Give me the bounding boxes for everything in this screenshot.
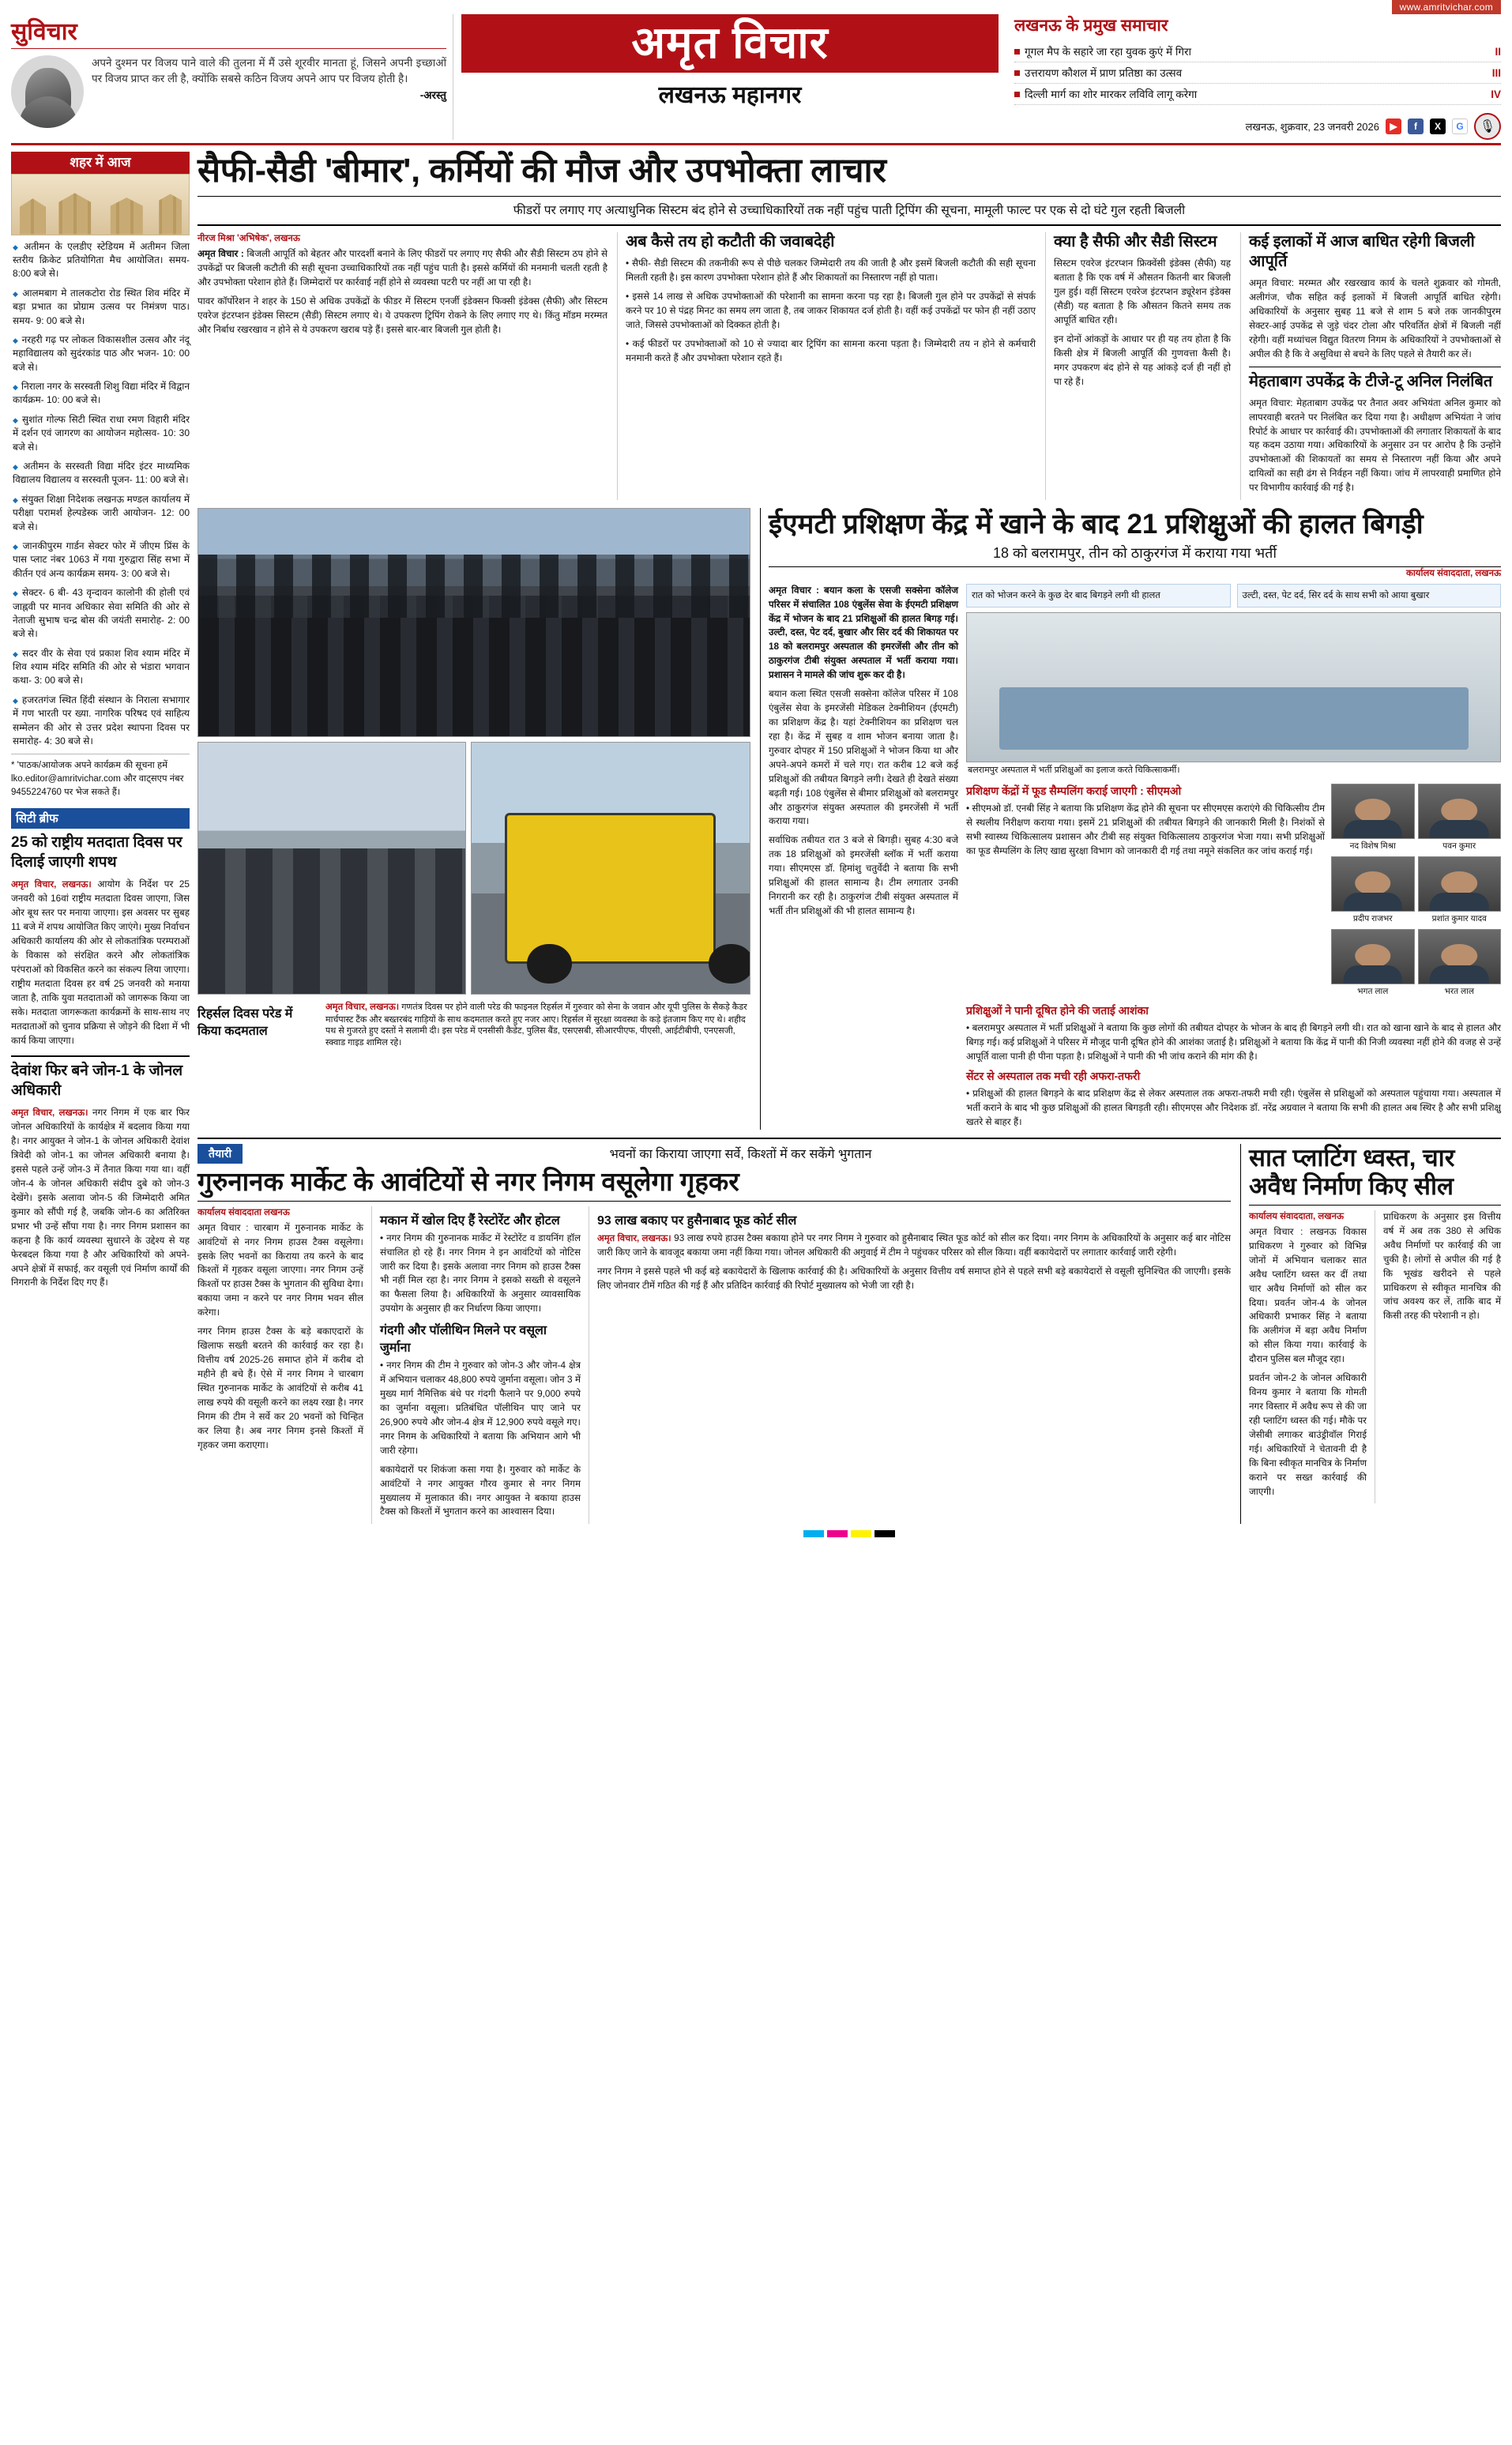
- square-bullet-icon: [1014, 70, 1020, 76]
- top-bar: [11, 0, 1501, 14]
- bottom-col2-p3: बकायेदारों पर शिकंजा कसा गया है। गुरुवार को मार्केट के आवंटियों ने नगर आयुक्त गौरव कुमार से नगर निगम मुख्यालय में मुलाकात की। नगर आयुक्त ने बकाया हाउस टैक्स को किश्तों में भुगतान करने का आश्वासन दिया।: [380, 1463, 581, 1518]
- col2-para-2: • इससे 14 लाख से अधिक उपभोक्ताओं की परेशानी का सामना करना पड़ रहा है। बिजली गुल होने पर उपकेंद्रों से संपर्क करने पर 10 से पंद्रह मिनट का समय लग जाता है, तब जाकर शिकायत दर्ज होती है। वहीं कई उपकेंद्रों पर फोन ही नहीं उठाए जाते, जिससे उपभोक्ताओं को दिक्कत होती है।: [626, 290, 1036, 330]
- bottom-headline: गुरुनानक मार्केट के आवंटियों से नगर निगम वसूलेगा गृहकर: [197, 1164, 1231, 1202]
- quote-author: -अरस्तु: [419, 88, 446, 101]
- list-item: ◆ अतीमन के सरस्वती विद्या मंदिर इंटर माध्यमिक विद्यालय विद्यालय व सरस्वती पूजन- 11: 00 बजे से।: [11, 460, 190, 487]
- lead-col-1: [197, 232, 607, 500]
- page-number: II: [1495, 45, 1501, 58]
- person-name: भरत लाल: [1444, 987, 1475, 997]
- city-today-tag: शहर में आज: [11, 152, 190, 174]
- square-bullet-icon: [1014, 92, 1020, 97]
- list-item: ◆ आलमबाग मे तालकटोरा रोड स्थित शिव मंदिर में बड़ा प्रभात का प्रोग्राम उत्सव पर निमंत्रण पाठ। समय- 9: 00 बजे से।: [11, 287, 190, 328]
- thumb-grid: [1331, 784, 1501, 999]
- facebook-icon[interactable]: f: [1408, 118, 1424, 134]
- col3-para-1: सिस्टम एवरेज इंटरप्शन फ्रिक्वेंसी इंडेक्स (सैफी) यह बताता है कि एक वर्ष में औसतन कितनी बार बिजली गुल हुई। वहीं सिस्टम एवरेज इंटरप्शन ड्यूरेशन इंडेक्स (सैडी) यह बताता है कि औसतन कितने समय तक आपूर्ति बाधित रही।: [1054, 258, 1231, 325]
- list-item: ◆ जानकीपुरम गार्डन सेक्टर फोर में जीएम प्रिंस के पास प्लाट नंबर 1063 में गया गुरुद्वारा सिंह सभा में कीर्तन एवं अन्य कार्यक्रम समय- 3: 00 बजे से।: [11, 540, 190, 581]
- emt-headline: ईएमटी प्रशिक्षण केंद्र में खाने के बाद 21 प्रशिक्षुओं की हालत बिगड़ी: [769, 509, 1424, 540]
- parade-caption-head-wrap: [197, 999, 316, 1051]
- philosopher-portrait: [11, 55, 84, 128]
- cmyk-registration-marks: [197, 1530, 1501, 1537]
- byline: नीरज मिश्रा 'अभिषेक', लखनऊ: [197, 234, 300, 244]
- google-icon[interactable]: G: [1452, 118, 1468, 134]
- lda-p3: प्राधिकरण के अनुसार इस वित्तीय वर्ष में अब तक 380 से अधिक अवैध निर्माणों पर कार्रवाई की जा चुकी है। लोगों से अपील की गई है कि भूखंड खरीदने से पहले प्राधिकरण से स्वीकृत मानचित्र की जांच अवश्य कर लें, ताकि बाद में किसी तरह की परेशानी न हो।: [1383, 1210, 1501, 1322]
- person-name: प्रदीप राजभर: [1352, 914, 1393, 924]
- person-photo: [1331, 784, 1415, 839]
- city-brief-tag: सिटी ब्रीफ: [11, 808, 190, 829]
- brief-text: नगर निगम में एक बार फिर जोनल अधिकारियों के कार्यक्षेत्र में बदलाव किया गया है। नगर आयुक्त ने जोन-1 के जोनल अधिकारी देवांश त्रिवेदी को जोन-1 का जोनल अधिकारी बनाया है। इससे पहले उन्हें जोन-3 में तैनात किया गया था। वहीं जोन-4 के जोनल अधिकारी संदीप दुबे को जोन-3 देखेंगे। इसके अलावा जोन-5 की जिम्मेदारी अमित कुमार को सौंपी गई है, जबकि जोन-6 का अतिरिक्त प्रभार भी उन्हें सौंपा गया है। नगर निगम प्रशासन का कहना है कि कार्य व्यवस्था सुधारने के उद्देश्य से यह फेरबदल किया गया है और अधिकारियों को अपने-अपने क्षेत्रों में सफाई, कर वसूली एवं निर्माण कार्यों की निगरानी के निर्देश दिए गए हैं।: [11, 1106, 190, 1288]
- city-landmark-photo: [11, 174, 190, 235]
- person-photo: [1418, 929, 1502, 984]
- person-name: भगत लाल: [1357, 987, 1389, 997]
- bottom-col-3: [589, 1206, 1231, 1525]
- emt-col-2: [966, 584, 1501, 1130]
- caption-text: गणतंत्र दिवस पर होने वाली परेड की फाइनल रिहर्सल में गुरुवार को सेना के जवान और यूपी पुलिस के सैकड़े कैडर मार्चपास्ट टैंक और बख्तरबंद गाड़ियों के साथ कदमताल करते हुए नजर आए। रिहर्सल में सुरक्षा व्यवस्था के कड़े इंतजाम किए गए थे। शहीद पथ से गुजरते हुए दस्तों ने सलामी दी। इस परेड में एनसीसी कैडेट, पुलिस बैंड, एसएसबी, सीआरपीएफ, पीएसी, आईटीबीपी, एनएसजी, स्क्वाड गाइड शामिल रहे।: [325, 1002, 747, 1048]
- bottom-sub-1: मकान में खोल दिए हैं रेस्टोरेंट और होटल: [380, 1213, 560, 1228]
- emt-subhead: 18 को बलरामपुर, तीन को ठाकुरगंज में कराया गया भर्ती: [769, 540, 1501, 566]
- byline: कार्यालय संवाददाता, लखनऊ: [1249, 1211, 1344, 1221]
- list-item: ◆ अतीमन के एलडीए स्टेडियम में अतीमन जिला स्तरीय क्रिकेट प्रतियोगिता मैच आयोजित। समय- 8:00 बजे से।: [11, 240, 190, 281]
- headline-text: गूगल मैप के सहारे जा रहा युवक कुएं में गिरा: [1025, 46, 1191, 58]
- suvichar-label: सुविचार: [11, 14, 446, 49]
- headline-text: उत्तरायण कौशल में प्राण प्रतिष्ठा का उत्सव: [1025, 67, 1183, 79]
- divider: [197, 1138, 1501, 1139]
- square-bullet-icon: [1014, 49, 1020, 55]
- col2-para-1: • सैफी- सैडी सिस्टम की तकनीकी रूप से पीछे चलकर जिम्मेदारी तय की जाती है और इसमें बिजली कटौती की सही सूचना मिलती रहती है। इस कारण उपभोक्ता परेशान होते हैं और शिकायतों का निस्तारण नहीं हो पाता।: [626, 258, 1036, 284]
- lda-headline: सात प्लाटिंग ध्वस्त, चार अवैध निर्माण किए सील: [1249, 1144, 1501, 1206]
- col3-para-2: इन दोनों आंकड़ों के आधार पर ही यह तय होता है कि किसी क्षेत्र में बिजली आपूर्ति की गुणवत्ता कैसी है। मगर उपकरण बंद होने से यह आंकड़े दर्ज ही नहीं हो पा रहे हैं।: [1054, 333, 1231, 387]
- youtube-icon[interactable]: ▶: [1386, 118, 1401, 134]
- list-item: ◆ हजरतगंज स्थित हिंदी संस्थान के निराला सभागार में गण भारती पर ख्या. नागरिक परिषद एवं साहित्य सम्मेलन की ओर से उत्तर प्रदेश स्थापना दिवस पर समारोह- 4: 30 बजे से।: [11, 694, 190, 749]
- emt-byline: कार्यालय संवाददाता, लखनऊ: [1406, 568, 1501, 578]
- subhead-power-cut-areas: कई इलाकों में आज बाधित रहेगी बिजली आपूर्ति: [1249, 233, 1475, 271]
- food-court-head: 93 लाख बकाए पर हुसैनाबाद फूड कोर्ट सील: [597, 1213, 797, 1228]
- x-icon[interactable]: X: [1430, 118, 1446, 134]
- content-grid: [11, 152, 1501, 1537]
- emt-note-right: उल्टी, दस्त, पेट दर्द, सिर दर्द के साथ सभी को आया बुखार: [1237, 584, 1502, 608]
- police-parade-photo: [197, 508, 750, 737]
- lda-lead: अमृत विचार : लखनऊ विकास प्राधिकरण ने गुरुवार को विभिन्न जोनों में अभियान चलाकर सात अवैध प्लाटिंग ध्वस्त कर दीं तथा चार अवैध निर्माणों को सील कर दिया। प्रवर्तन जोन-4 के जोनल अधिकारी प्रभाकर सिंह ने बताया कि अलीगंज में बड़ा अवैध निर्माण को सील किया गया। कार्रवाई के दौरान पुलिस बल मौजूद रहा।: [1249, 1225, 1367, 1365]
- bottom-lead: अमृत विचार : चारबाग में गुरुनानक मार्केट के आवंटियों से नगर निगम हाउस टैक्स वसूलेगा। इसके लिए भवनों का किराया तय करने के बाद किश्तों में गृहकर वसूला जाएगा। नगर निगम उन्हें किश्तों पर हाउस टैक्स के भुगतान की सुविधा देगा। बकाया जमा न करने पर नगर निगम भवन सील करेगा।: [197, 1221, 363, 1318]
- top-headlines-title: लखनऊ के प्रमुख समाचार: [1014, 17, 1168, 35]
- lead-headline: सैफी-सैडी 'बीमार', कर्मियों की मौज और उपभोक्ता लाचार: [197, 152, 1501, 197]
- lead-col-3: [1045, 232, 1231, 500]
- paper-edition: लखनऊ महानगर: [658, 82, 802, 109]
- emt-box3-text: • प्रशिक्षुओं की हालत बिगड़ने के बाद प्रशिक्षण केंद्र से लेकर अस्पताल तक अफरा-तफरी मची रही। एंबुलेंस से प्रशिक्षुओं को अस्पताल पहुंचाया गया। अस्पताल में भर्ती कराने के बाद भी कुछ प्रशिक्षुओं की हालत बिगड़ती रही। सीएमएस और निदेशक डॉ. नरेंद्र अग्रवाल ने बताया कि सभी की हालत अब स्थिर है और सभी प्रशिक्षु खतरे से बाहर हैं।: [966, 1087, 1501, 1127]
- hospital-photo-caption: बलरामपुर अस्पताल में भर्ती प्रशिक्षुओं का इलाज करते चिकित्साकर्मी।: [968, 765, 1180, 776]
- photo-and-emt-row: [197, 508, 1501, 1130]
- lead-col-4: [1240, 232, 1501, 500]
- lead-body-columns: [197, 232, 1501, 500]
- lead-para-1: बिजली आपूर्ति को बेहतर और पारदर्शी बनाने के लिए फीडरों पर लगाए गए सैफी और सैडी सिस्टम ठप होने से उपकेंद्रों पर बिजली कटौती की सही सूचना उच्चाधिकारियों तक नहीं पहुंच पाती है। इससे कर्मियों की मनमानी चलती रहती है और उपभोक्ता परेशान होते हैं। जिम्मेदारों पर कार्रवाई नहीं होने से व्यवस्था पटरी पर नहीं आ पा रही है।: [197, 248, 607, 288]
- left-rail: [11, 152, 190, 1537]
- divider: [11, 1055, 190, 1057]
- emt-box1-head: प्रशिक्षण केंद्रों में फूड सैम्पलिंग कराई जाएगी : सीएमओ: [966, 784, 1182, 798]
- subhead-what-is-saifi: क्या है सैफी और सैडी सिस्टम: [1054, 233, 1217, 251]
- emt-box2-text: • बलरामपुर अस्पताल में भर्ती प्रशिक्षुओं ने बताया कि कुछ लोगों की तबीयत दोपहर के भोजन के बाद ही बिगड़ने लगी थी। रात को खाना खाने के बाद से हालत और बिगड़ गई। कई प्रशिक्षुओं ने परिसर में मौजूद पानी दूषित होने की आशंका जताई है। प्रशिक्षुओं ने बताया कि केंद्र में पानी की निजी व्यवस्था नहीं होने की वजह से उन्हें आपूर्ति वाला पानी ही पीना पड़ता है। प्रशिक्षुओं ने पानी की भी जांच कराने की मांग की है।: [966, 1022, 1501, 1063]
- paper-title: अमृत विचार: [461, 14, 999, 73]
- bottom-col-2: [371, 1206, 581, 1525]
- main-column: [197, 152, 1501, 1537]
- dateline-row: [1014, 113, 1501, 140]
- lda-story: [1240, 1144, 1501, 1525]
- quote-text: [92, 55, 446, 128]
- person-photo: [1418, 856, 1502, 912]
- subhead-je-suspended: मेहताबाग उपकेंद्र के टीजे-टू अनिल निलंबित: [1249, 367, 1501, 392]
- byline: अमृत विचार, लखनऊ।: [597, 1233, 671, 1243]
- person-photo: [1331, 856, 1415, 912]
- microphone-icon[interactable]: [1474, 113, 1501, 140]
- bottom-col-1: [197, 1206, 363, 1525]
- emt-box-3: [966, 1069, 1501, 1130]
- emt-box2-head: प्रशिक्षुओं ने पानी दूषित होने की जताई आशंका: [966, 1004, 1149, 1017]
- brief-body-2: [11, 1106, 190, 1291]
- top-headlines-block: [1006, 14, 1501, 140]
- brief-body-1: [11, 878, 190, 1048]
- list-item: ◆ नरहरी गढ़ पर लोकल विकासशील उत्सव और नंदू महाविद्यालय को सुदंरकांड पाठ और भजन- 10: 00 बजे से।: [11, 333, 190, 374]
- bottom-col2-p1: • नगर निगम की गुरुनानक मार्केट में रेस्टोरेंट व डायनिंग हॉल संचालित हो रहे हैं। नगर निगम ने इन आवंटियों को नोटिस जारी कर दिया है। इसके अलावा नगर निगम को हाउस टैक्स भी नहीं मिल रहा है। नगर निगम ने इसको सख्ती से वसूलने का फैसला लिया है। अधिकारियों के अनुसार व्यावसायिक उपयोग के अनुसार ही कर निर्धारण किया जाएगा।: [380, 1232, 581, 1315]
- emt-para-3: सर्वाधिक तबीयत रात 3 बजे से बिगड़ी। सुबह 4:30 बजे तक 18 प्रशिक्षुओं को इमरजेंसी ब्लॉक में भर्ती कराया गया। सीएमएस डॉ. हिमांशु चतुर्वेदी ने बताया कि सभी प्रशिक्षुओं की हालत सामान्य है। टीम लगातार उनकी निगरानी कर रही है। ठाकुरगंज टीबी संयुक्त अस्पताल में भर्ती तीन प्रशिक्षुओं की भी हालत सामान्य है।: [769, 834, 958, 916]
- bottom-sub-2: गंदगी और पॉलीथिन मिलने पर वसूला जुर्माना: [380, 1324, 547, 1356]
- list-item: ◆ संयुक्त शिक्षा निदेशक लखनऊ मण्डल कार्यालय में परीक्षा परामर्श हेल्पडेस्क जारी आयोजन- 12: 00 बजे से।: [11, 493, 190, 534]
- byline: कार्यालय संवाददाता लखनऊ: [197, 1207, 290, 1217]
- byline: अमृत विचार, लखनऊ।: [11, 1108, 88, 1118]
- photo-stack: [197, 508, 750, 1130]
- women-police-bikes-photo: [197, 742, 466, 995]
- logo-block: [453, 14, 1006, 140]
- hospital-photo: [966, 612, 1501, 762]
- list-item: ◆ निराला नगर के सरस्वती शिशु विद्या मंदिर में विद्वान कार्यक्रम- 10: 00 बजे से।: [11, 380, 190, 408]
- subhead-accountability: अब कैसे तय हो कटौती की जवाबदेही: [626, 233, 835, 251]
- food-court-p1: 93 लाख रुपये हाउस टैक्स बकाया होने पर नगर निगम ने गुरुवार को हुसैनाबाद स्थित फूड कोर्ट को सील कर दिया। नगर निगम के अधिकारियों के अनुसार कई बार नोटिस जारी किए जाने के बावजूद बकाया जमा नहीं किया गया। जोनल अधिकारी की अगुवाई में टीम ने पहुंचकर परिसर को सील किया। वहीं बकायेदारों पर लगातार कार्रवाई जारी रहेगी।: [597, 1232, 1231, 1258]
- list-item: ◆ सुशांत गोल्फ सिटी स्थित राधा रमण विहारी मंदिर में दर्शन एवं जागरण का आयोजन महोत्सव- 10: 30 बजे से।: [11, 413, 190, 454]
- byline: अमृत विचार, लखनऊ।: [325, 1002, 400, 1013]
- list-item[interactable]: [1014, 41, 1501, 62]
- website-url[interactable]: www.amritvichar.com: [1392, 0, 1501, 14]
- col2-para-3: • कई फीडरों पर उपभोक्ताओं को 10 से ज्यादा बार ट्रिपिंग का सामना करना पड़ता है। जिम्मेदारी तय न होने से कर्मचारी मनमानी करते हैं और उपभोक्ता परेशान रहते हैं।: [626, 337, 1036, 363]
- suvichar-block: [11, 14, 453, 140]
- list-item: ◆ सदर वीर के सेवा एवं प्रकाश शिव श्याम मंदिर में शिव श्याम मंदिर समिति की ओर से भंडारा भगवान कथा- 3: 00 बजे से।: [11, 647, 190, 688]
- food-court-p2: नगर निगम ने इससे पहले भी कई बड़े बकायेदारों के खिलाफ कार्रवाई की है। अधिकारियों के अनुसार वित्तीय वर्ष समाप्त होने से पहले सभी बड़े बकायेदारों से वसूली सुनिश्चित की जाएगी। इसके लिए जोनवार टीमें गठित की गई हैं और प्रतिदिन कार्रवाई की रिपोर्ट मुख्यालय को भेजी जा रही है।: [597, 1266, 1231, 1291]
- preparation-tag: तैयारी: [197, 1144, 243, 1164]
- lead-kicker: फीडरों पर लगाए गए अत्याधुनिक सिस्टम बंद होने से उच्चाधिकारियों तक नहीं पहुंच पाती ट्रिपिंग की सूचना, मामूली फाल्ट पर एक से दो घंटे गुल रहती बिजली: [197, 197, 1501, 226]
- reader-note: * 'पाठक/आयोजक अपने कार्यक्रम की सूचना हमें lko.editor@amritvichar.com और वाट्सएप नंबर 9455224760 पर भेज सकते हैं।: [11, 754, 190, 799]
- brief-headline-2: देवांश फिर बने जोन-1 के जोनल अधिकारी: [11, 1063, 183, 1100]
- jeep-salute-photo: [471, 742, 750, 995]
- emt-para-2: बयान कला स्थित एसजी सक्सेना कॉलेज परिसर में 108 एंबुलेंस सेवा के इमरजेंसी मेडिकल टेक्नीशियन (ईएमटी) का प्रशिक्षण केंद्र है। यहां टेक्नीशियन का प्रशिक्षण चल रहा है। केंद्र में सुबह व शाम भोजन बनाया जाता है। गुरुवार दोपहर में 150 प्रशिक्षुओं ने भोजन किया था और अपने-अपने कमरों में चले गए। रात करीब 12 बजे कई प्रशिक्षुओं की तबीयत बिगड़ने लगी। देखते ही देखते संख्या बढ़ती गई। 108 एंबुलेंस से बीमार प्रशिक्षुओं को बलरामपुर और ठाकुरगंज संयुक्त अस्पताल की इमरजेंसी में भर्ती कराया गया।: [769, 688, 958, 827]
- person-name: पवन कुमार: [1442, 841, 1476, 852]
- city-events-list: [11, 235, 190, 749]
- bottom-para-2: नगर निगम हाउस टैक्स के बड़े बकाएदारों के खिलाफ सख्ती बरतने की कार्रवाई कर रहा है। वित्तीय वर्ष 2025-26 समाप्त होने में करीब दो महीने ही बचे हैं। ऐसे में नगर निगम ने चारबाग स्थित गुरुनानक मार्केट के आवंटियों से करीब 41 लाख रुपये की वसूली करने का लक्ष्य रखा है। नगर निगम की टीम ने सर्वे कर 20 भवनों को चिन्हित कर लिया है। अब नगर निगम इनसे किश्तों में गृहकर जमा कराएगा।: [197, 1326, 363, 1450]
- headline-text: दिल्ली मार्ग का शोर मारकर लविवि लागू करेगा: [1025, 88, 1198, 100]
- quote-body: अपने दुश्मन पर विजय पाने वाले की तुलना में मैं उसे शूरवीर मानता हूं, जिसने अपनी इच्छाओं पर विजय प्राप्त कर ली है, क्योंकि सबसे कठिन विजय अपने आप पर विजय होती है।: [92, 57, 446, 85]
- story-lead-label: अमृत विचार :: [197, 248, 244, 260]
- lead-para-2: पावर कॉर्पोरेशन ने शहर के 150 से अधिक उपकेंद्रों के फीडर में सिस्टम एनर्जी इंडेक्सन फिक्सी इंडेक्स (सैफी) और सिस्टम एवरेज इंटरप्शन इंडेक्स सिस्टम (सैडी) सिस्टम लगाए थे। ये उपकरण ट्रिपिंग रोकने के लिए लगाए गए थे। किंतु मॉडम मरम्मत और निर्बाध रखरखाव न होने से ये उपकरण खराब पड़े हैं। इससे बार-बार बिजली गुल होती है।: [197, 295, 607, 335]
- lda-p2: प्रवर्तन जोन-2 के जोनल अधिकारी विनय कुमार ने बताया कि गोमती नगर विस्तार में अवैध रूप से की जा रही प्लाटिंग ध्वस्त की गई। मौके पर जेसीबी लगाकर बाउंड्रीवॉल गिराई गई। अधिकारियों ने चेतावनी दी है कि बिना स्वीकृत मानचित्र के निर्माण कराने पर सख्त कार्रवाई की जाएगी।: [1249, 1372, 1367, 1497]
- person-name: प्रशांत कुमार यादव: [1431, 914, 1487, 924]
- bottom-col2-p2: • नगर निगम की टीम ने गुरुवार को जोन-3 और जोन-4 क्षेत्र में अभियान चलाकर 48,800 रुपये जुर्माना वसूला। जोन 3 में मुख्य मार्ग नैमित्तिक बंधे पर गंदगी फैलाने पर 9,000 रुपये का जुर्माना वसूला। प्रतिबंधित पॉलीथिन पाए जाने पर 26,900 रुपये और जोन-4 क्षेत्र में 12,900 रुपये वसूले गए। नगर निगम के अधिकारियों ने बताया कि अभियान आगे भी जारी रहेगा।: [380, 1360, 581, 1456]
- emt-col-1: [769, 584, 958, 1130]
- brief-text: आयोग के निर्देश पर 25 जनवरी को 16वां राष्ट्रीय मतदाता दिवस जाएगा, जिस ओर बूथ स्तर पर मनाया जाएगा। इस अवसर पर सुबह 11 बजे में शपथ आयोजित किए जाएंगे। मुख्य निर्वाचन अधिकारी कार्यालय की ओर से लोकतांत्रिक परम्पराओं के विकास को संरक्षित करने और लोकतांत्रिक परंपराओं को विकसित करने का संकल्प लिया जाएगा। राष्ट्रीय मतदाता दिवस हर वर्ष 25 जनवरी को मनाया जाता है, ताकि युवा मतदाताओं को जागरूक किया जा सके। मतदाता जागरूकता कार्यक्रमों के साथ-साथ नए मतदाताओं को चुनाव प्रक्रिया से जोड़ने की दिशा में भी कार्य किया जाएगा।: [11, 878, 190, 1046]
- emt-box-1: [966, 784, 1325, 999]
- nagar-nigam-story: [197, 1144, 1231, 1525]
- page-number: IV: [1491, 88, 1501, 100]
- page-number: III: [1491, 66, 1501, 79]
- bottom-banner: भवनों का किराया जाएगा सर्वे, किश्तों में कर सकेंगे भुगतान: [609, 1148, 872, 1162]
- col4-para-1: अमृत विचार: मरम्मत और रखरखाव कार्य के चलते शुक्रवार को गोमती, अलीगंज, चौक सहित कई इलाकों में बिजली आपूर्ति बाधित रहेगी। अधिकारियों के अनुसार सुबह 11 बजे से शाम 5 बजे तक जानकीपुरम सेक्टर-आई उपकेंद्र से जुड़े चंदर टोला और परिवर्तित क्षेत्रों में बिजली नहीं रहेगी। वहीं मध्यांचल विद्युत वितरण निगम के अधिकारियों ने उपभोक्ताओं से अपील की है कि वे असुविधा से बचने के लिए पहले से तैयारी कर लें।: [1249, 277, 1501, 359]
- byline: अमृत विचार, लखनऊ।: [11, 879, 92, 890]
- col4-para-2: अमृत विचार: मेहताबाग उपकेंद्र पर तैनात अवर अभियंता अनिल कुमार को लापरवाही बरतने पर निलंबित कर दिया गया है। अधीक्षण अभियंता ने जांच रिपोर्ट के आधार पर कार्रवाई की। उपभोक्ताओं की लगातार शिकायतों के बाद यह कदम उठाया गया। अधिकारियों के अनुसार उन पर आरोप है कि उन्होंने उपभोक्ताओं की शिकायतों का समय से निस्तारण नहीं किया और अपने दायित्वों का सही ढंग से निर्वहन नहीं किया। जांच में लापरवाही प्रमाणित होने पर विभागीय कार्रवाई की गई है।: [1249, 397, 1501, 494]
- bottom-row: [197, 1144, 1501, 1525]
- person-name: नद विशेष मिश्रा: [1349, 841, 1396, 852]
- person-photo: [1331, 929, 1415, 984]
- list-item[interactable]: [1014, 62, 1501, 84]
- masthead: [11, 14, 1501, 145]
- emt-box-2: [966, 1003, 1501, 1064]
- emt-box3-head: सेंटर से अस्पताल तक मची रही अफरा-तफरी: [966, 1069, 1141, 1082]
- parade-caption-body: [324, 999, 750, 1051]
- dateline: लखनऊ, शुक्रवार, 23 जनवरी 2026: [1245, 121, 1379, 133]
- top-headlines-list: [1014, 41, 1501, 105]
- list-item: ◆ सेक्टर- 6 बी- 43 वृन्दावन कालोनी की होली एवं जाह्नवी पर मानव अधिकार सेवा समिति की ओर से नेताजी सुभाष चन्द्र बोस की जयंती समारोह- 2: 00 बजे से।: [11, 586, 190, 641]
- list-item[interactable]: [1014, 84, 1501, 105]
- person-photo: [1418, 784, 1502, 839]
- lead-col-2: [617, 232, 1036, 500]
- parade-caption-headline: रिहर्सल दिवस परेड में किया कदमताल: [197, 1007, 293, 1039]
- emt-lead-para: अमृत विचार : बयान कला के एसजी सक्सेना कॉलेज परिसर में संचालित 108 एंबुलेंस सेवा के ईएमटी प्रशिक्षण केंद्र में भोजन के बाद 21 प्रशिक्षुओं की हालत बिगड़ गई। उल्टी, दस्त, पेट दर्द, बुखार और सिर दर्द की शिकायत पर 18 को बलरामपुर अस्पताल की इमरजेंसी और तीन को ठाकुरगंज टीबी संयुक्त अस्पताल में भर्ती कराया गया। प्रशासन ने मामले की जांच शुरू कर दी है।: [769, 584, 958, 681]
- brief-headline-1: 25 को राष्ट्रीय मतदाता दिवस पर दिलाई जाएगी शपथ: [11, 834, 182, 871]
- emt-box1-text: • सीएमओ डॉ. एनबी सिंह ने बताया कि प्रशिक्षण केंद्र होने की सूचना पर सीएमएस कराएंगे की चिकित्सीय टीम से स्थलीय निरीक्षण कराया गया। इसमें 21 प्रशिक्षुओं की तबीयत बिगड़ने की जानकारी मिली है। निशंकों से सभी स्वास्थ्य चिकित्सालय प्रशासन और टीबी सह संयुक्त चिकित्सालय ठाकुरगंज भेजा गया। सभी प्रशिक्षुओं का फूड सैम्पलिंग के लिए खाद्य सुरक्षा विभाग को जानकारी दी गई तथा नमूने संकलित कर जांच कराई गई।: [966, 803, 1325, 856]
- emt-story: [760, 508, 1501, 1130]
- emt-note-left: रात को भोजन करने के कुछ देर बाद बिगड़ने लगी थी हालत: [966, 584, 1231, 608]
